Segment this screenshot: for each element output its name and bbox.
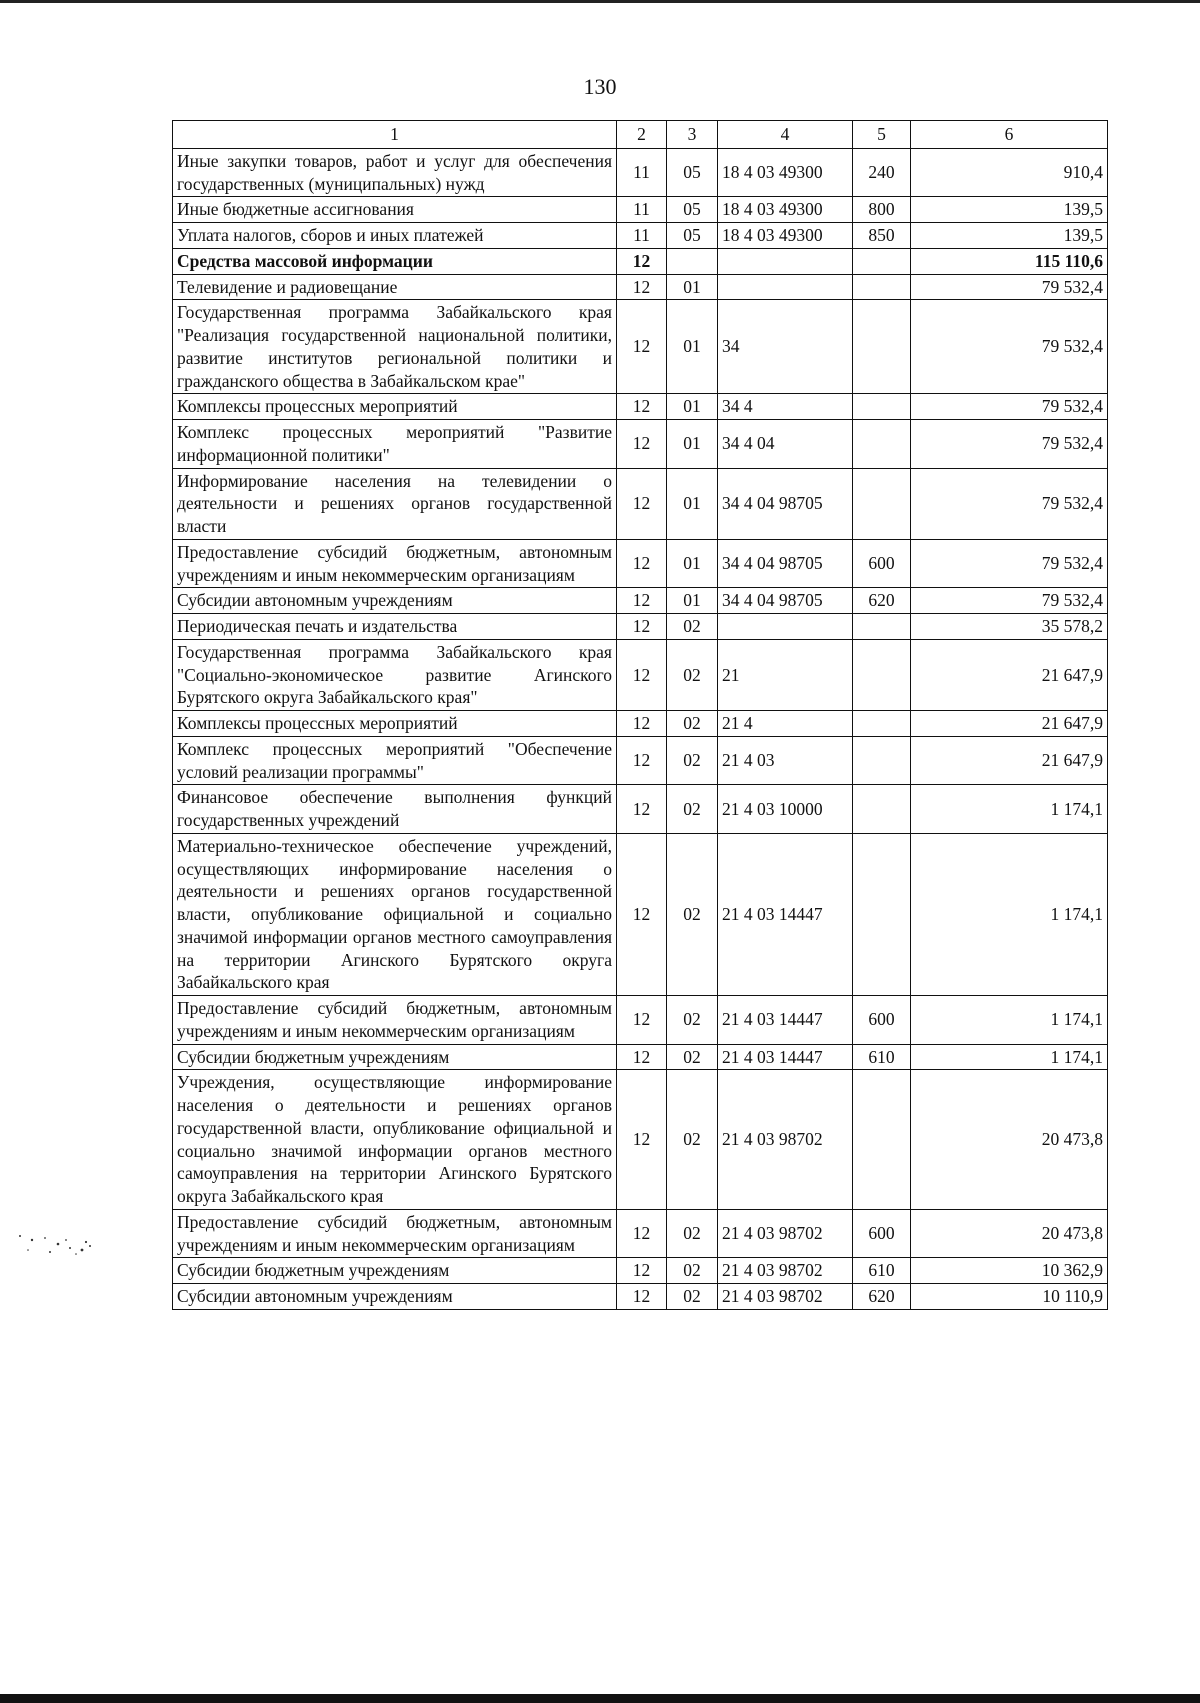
amount-cell: 35 578,2 [911,614,1108,640]
expense-type-cell [853,420,911,469]
expense-type-cell: 850 [853,223,911,249]
section-code-cell: 12 [617,1209,667,1258]
target-article-cell: 34 4 04 98705 [718,588,853,614]
table-row [173,736,1108,785]
section-code-cell: 11 [617,197,667,223]
section-code-cell: 11 [617,223,667,249]
subsection-code-cell: 01 [667,300,718,394]
row-name-cell: Предоставление субсидий бюджетным, автономным учреждениям и иным некоммерческим организациям [173,1209,617,1258]
amount-cell: 1 174,1 [911,833,1108,995]
target-article-cell: 34 4 [718,394,853,420]
expense-type-cell [853,736,911,785]
amount-cell: 1 174,1 [911,996,1108,1045]
budget-table [172,120,1108,1310]
header-cell-1: 1 [173,121,617,149]
subsection-code-cell: 02 [667,833,718,995]
row-name-cell: Предоставление субсидий бюджетным, автономным учреждениям и иным некоммерческим организациям [173,539,617,588]
amount-cell: 21 647,9 [911,639,1108,710]
expense-type-cell [853,614,911,640]
table-row [173,588,1108,614]
table-row [173,300,1108,394]
target-article-cell: 21 4 03 [718,736,853,785]
row-name-cell: Комплекс процессных мероприятий "Развитие информационной политики" [173,420,617,469]
subsection-code-cell: 01 [667,588,718,614]
amount-cell: 79 532,4 [911,468,1108,539]
table-row [173,614,1108,640]
section-code-cell: 12 [617,833,667,995]
amount-cell: 1 174,1 [911,785,1108,834]
table-row [173,1284,1108,1310]
expense-type-cell: 610 [853,1258,911,1284]
expense-type-cell: 600 [853,1209,911,1258]
section-code-cell: 12 [617,711,667,737]
table-row [173,785,1108,834]
row-name-cell: Информирование населения на телевидении о деятельности и решениях органов государственной власти [173,468,617,539]
row-name-cell: Комплексы процессных мероприятий [173,394,617,420]
header-cell-3: 3 [667,121,718,149]
table-row [173,833,1108,995]
section-code-cell: 12 [617,1284,667,1310]
expense-type-cell: 600 [853,996,911,1045]
row-name-cell: Государственная программа Забайкальского края "Социально-экономическое развитие Агинского Бурятского округа Забайкальского края" [173,639,617,710]
target-article-cell: 21 4 03 98702 [718,1070,853,1210]
header-row [173,121,1108,149]
table-row [173,996,1108,1045]
amount-cell: 139,5 [911,197,1108,223]
target-article-cell: 21 [718,639,853,710]
amount-cell: 79 532,4 [911,300,1108,394]
section-code-cell: 11 [617,148,667,197]
amount-cell: 139,5 [911,223,1108,249]
target-article-cell: 34 [718,300,853,394]
target-article-cell: 21 4 03 14447 [718,833,853,995]
section-code-cell: 12 [617,1258,667,1284]
section-code-cell: 12 [617,420,667,469]
row-name-cell: Иные бюджетные ассигнования [173,197,617,223]
table-row [173,711,1108,737]
target-article-cell: 21 4 03 14447 [718,1044,853,1070]
row-name-cell: Комплекс процессных мероприятий "Обеспечение условий реализации программы" [173,736,617,785]
expense-type-cell: 610 [853,1044,911,1070]
row-name-cell: Комплексы процессных мероприятий [173,711,617,737]
target-article-cell: 18 4 03 49300 [718,223,853,249]
subsection-code-cell: 01 [667,468,718,539]
amount-cell: 79 532,4 [911,588,1108,614]
target-article-cell: 21 4 03 98702 [718,1284,853,1310]
target-article-cell: 34 4 04 98705 [718,468,853,539]
amount-cell: 20 473,8 [911,1070,1108,1210]
section-code-cell: 12 [617,248,667,274]
row-name-cell: Учреждения, осуществляющие информирование населения о деятельности и решениях органов государственной власти, опубликование официальной и социально значимой информации органов местного самоуправления на территории Агинского Бурятского округа Забайкальского края [173,1070,617,1210]
row-name-cell: Предоставление субсидий бюджетным, автономным учреждениям и иным некоммерческим организациям [173,996,617,1045]
section-code-cell: 12 [617,1070,667,1210]
section-code-cell: 12 [617,588,667,614]
table-row [173,394,1108,420]
page-number: 130 [583,74,617,99]
expense-type-cell: 600 [853,539,911,588]
subsection-code-cell: 05 [667,148,718,197]
table-row [173,223,1108,249]
subsection-code-cell: 01 [667,539,718,588]
section-code-cell: 12 [617,1044,667,1070]
amount-cell: 21 647,9 [911,711,1108,737]
target-article-cell: 21 4 03 98702 [718,1209,853,1258]
row-name-cell: Иные закупки товаров, работ и услуг для обеспечения государственных (муниципальных) нужд [173,148,617,197]
scan-bottom-edge [0,1694,1200,1703]
table-row [173,468,1108,539]
amount-cell: 79 532,4 [911,274,1108,300]
subsection-code-cell: 05 [667,223,718,249]
scan-top-edge [0,0,1200,3]
amount-cell: 79 532,4 [911,420,1108,469]
row-name-cell: Государственная программа Забайкальского края "Реализация государственной национальной политики, развитие институтов региональной политики и гражданского общества в Забайкальском крае" [173,300,617,394]
row-name-cell: Финансовое обеспечение выполнения функций государственных учреждений [173,785,617,834]
header-cell-5: 5 [853,121,911,149]
expense-type-cell [853,1070,911,1210]
section-code-cell: 12 [617,614,667,640]
amount-cell: 20 473,8 [911,1209,1108,1258]
expense-type-cell [853,833,911,995]
expense-type-cell: 240 [853,148,911,197]
section-code-cell: 12 [617,274,667,300]
subsection-code-cell: 02 [667,1070,718,1210]
target-article-cell [718,274,853,300]
subsection-code-cell: 02 [667,785,718,834]
row-name-cell: Материально-техническое обеспечение учреждений, осуществляющих информирование населения о деятельности и решениях органов государственной власти, опубликование официальной и социально значимой информации органов местного самоуправления на территории Агинского Бурятского округа Забайкальского края [173,833,617,995]
amount-cell: 79 532,4 [911,394,1108,420]
amount-cell: 10 362,9 [911,1258,1108,1284]
subsection-code-cell: 01 [667,274,718,300]
row-name-cell: Уплата налогов, сборов и иных платежей [173,223,617,249]
table-row [173,148,1108,197]
expense-type-cell: 620 [853,588,911,614]
header-cell-4: 4 [718,121,853,149]
target-article-cell: 21 4 [718,711,853,737]
amount-cell: 1 174,1 [911,1044,1108,1070]
row-name-cell: Субсидии автономным учреждениям [173,588,617,614]
section-code-cell: 12 [617,785,667,834]
table-row [173,539,1108,588]
amount-cell: 10 110,9 [911,1284,1108,1310]
subsection-code-cell [667,248,718,274]
section-code-cell: 12 [617,300,667,394]
budget-table-body [173,148,1108,1309]
table-row [173,274,1108,300]
subsection-code-cell: 01 [667,394,718,420]
expense-type-cell: 620 [853,1284,911,1310]
section-code-cell: 12 [617,639,667,710]
amount-cell: 115 110,6 [911,248,1108,274]
table-row [173,197,1108,223]
row-name-cell: Субсидии автономным учреждениям [173,1284,617,1310]
row-name-cell: Телевидение и радиовещание [173,274,617,300]
expense-type-cell [853,300,911,394]
section-code-cell: 12 [617,539,667,588]
header-cell-6: 6 [911,121,1108,149]
table-row [173,1258,1108,1284]
subsection-code-cell: 01 [667,420,718,469]
expense-type-cell [853,248,911,274]
expense-type-cell [853,785,911,834]
table-row [173,1209,1108,1258]
header-cell-2: 2 [617,121,667,149]
expense-type-cell [853,274,911,300]
row-name-cell: Субсидии бюджетным учреждениям [173,1044,617,1070]
table-row [173,248,1108,274]
subsection-code-cell: 02 [667,711,718,737]
section-code-cell: 12 [617,996,667,1045]
row-name-cell: Субсидии бюджетным учреждениям [173,1258,617,1284]
amount-cell: 910,4 [911,148,1108,197]
target-article-cell [718,614,853,640]
amount-cell: 21 647,9 [911,736,1108,785]
subsection-code-cell: 05 [667,197,718,223]
section-code-cell: 12 [617,394,667,420]
subsection-code-cell: 02 [667,1044,718,1070]
scan-noise-mark [10,1230,100,1260]
target-article-cell: 18 4 03 49300 [718,148,853,197]
expense-type-cell [853,711,911,737]
subsection-code-cell: 02 [667,1209,718,1258]
target-article-cell: 34 4 04 98705 [718,539,853,588]
expense-type-cell [853,639,911,710]
subsection-code-cell: 02 [667,614,718,640]
target-article-cell [718,248,853,274]
row-name-cell: Периодическая печать и издательства [173,614,617,640]
expense-type-cell [853,468,911,539]
table-row [173,1044,1108,1070]
expense-type-cell [853,394,911,420]
subsection-code-cell: 02 [667,736,718,785]
target-article-cell: 21 4 03 10000 [718,785,853,834]
table-row [173,420,1108,469]
expense-type-cell: 800 [853,197,911,223]
target-article-cell: 21 4 03 14447 [718,996,853,1045]
section-code-cell: 12 [617,468,667,539]
target-article-cell: 21 4 03 98702 [718,1258,853,1284]
table-row [173,639,1108,710]
subsection-code-cell: 02 [667,996,718,1045]
target-article-cell: 34 4 04 [718,420,853,469]
target-article-cell: 18 4 03 49300 [718,197,853,223]
subsection-code-cell: 02 [667,1258,718,1284]
amount-cell: 79 532,4 [911,539,1108,588]
section-code-cell: 12 [617,736,667,785]
table-row [173,1070,1108,1210]
row-name-cell: Средства массовой информации [173,248,617,274]
subsection-code-cell: 02 [667,1284,718,1310]
subsection-code-cell: 02 [667,639,718,710]
